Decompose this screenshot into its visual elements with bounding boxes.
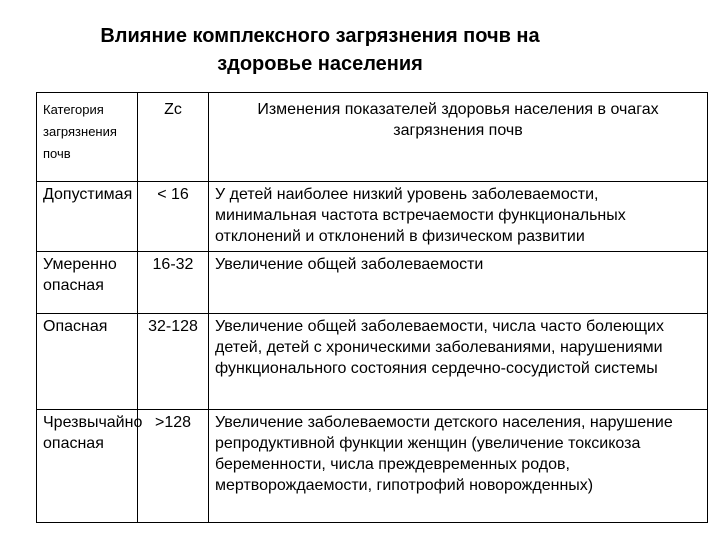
row-category: Допустимая (37, 182, 138, 252)
row-changes: У детей наиболее низкий уровень заболеваемости, минимальная частота встречаемости функциональных отклонений и отклонений в физическом развитии (209, 182, 708, 252)
table-row (37, 182, 708, 252)
row-changes: Увеличение общей заболеваемости (209, 252, 708, 314)
table-row (37, 252, 708, 314)
page-title (0, 22, 640, 78)
header-category: Категория загрязнения почв (37, 93, 138, 182)
soil-pollution-table (36, 92, 708, 523)
row-zc: 32-128 (138, 314, 209, 410)
header-zc: Zc (138, 93, 209, 182)
title-line-2: здоровье населения (217, 53, 423, 75)
row-zc: >128 (138, 410, 209, 523)
row-category: Умеренно опасная (37, 252, 138, 314)
table-row (37, 314, 708, 410)
table-row (37, 410, 708, 523)
row-category: Чрезвычайно опасная (37, 410, 138, 523)
row-changes: Увеличение общей заболеваемости, числа часто болеющих детей, детей с хроническими заболеваниями, нарушениями функционального состояния сердечно-сосудистой системы (209, 314, 708, 410)
row-changes: Увеличение заболеваемости детского населения, нарушение репродуктивной функции женщин (увеличение токсикоза беременности, числа преждевременных родов, мертворождаемости, гипотрофий новорожденных) (209, 410, 708, 523)
table-header-row (37, 93, 708, 182)
header-changes: Изменения показателей здоровья населения в очагах загрязнения почв (209, 93, 708, 182)
row-zc: 16-32 (138, 252, 209, 314)
row-zc: < 16 (138, 182, 209, 252)
row-category: Опасная (37, 314, 138, 410)
title-line-1: Влияние комплексного загрязнения почв на (100, 25, 540, 47)
